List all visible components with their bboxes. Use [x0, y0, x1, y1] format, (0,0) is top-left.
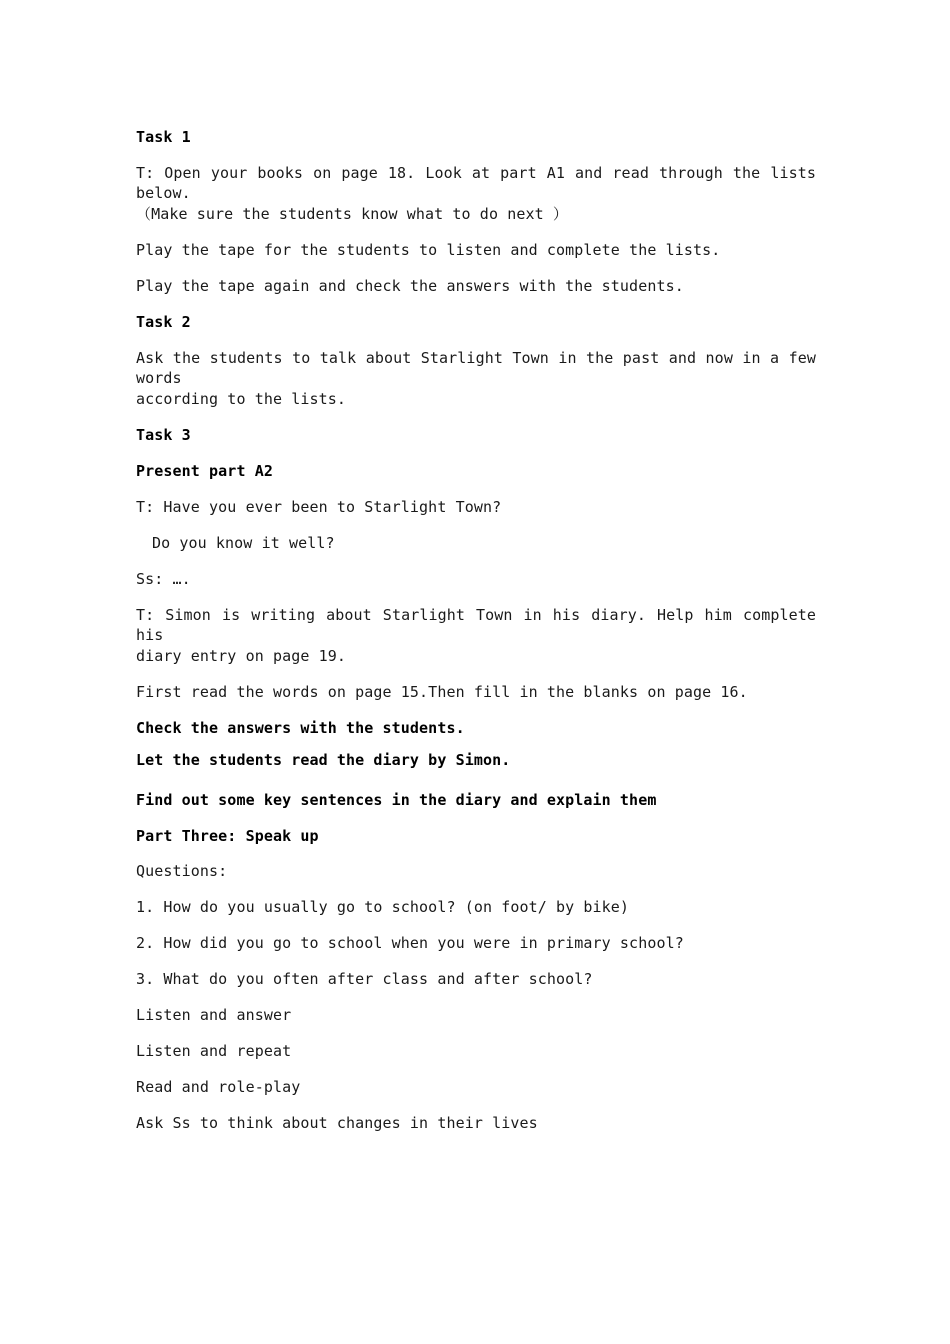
activity-line: Ask Ss to think about changes in their lives — [136, 1114, 538, 1132]
instruction-bold-line: Let the students read the diary by Simon. — [136, 751, 511, 769]
instruction-bold-line: Find out some key sentences in the diary and explain them — [136, 791, 657, 809]
dialogue-line: T: Have you ever been to Starlight Town? — [136, 498, 502, 516]
dialogue-line: Do you know it well? — [152, 534, 335, 552]
question-item: 1. How do you usually go to school? (on foot/ by bike) — [136, 898, 630, 916]
heading-task-3: Task 3 — [136, 426, 191, 444]
activity-line: Listen and answer — [136, 1006, 292, 1024]
instruction-line: Play the tape for the students to listen and complete the lists. — [136, 241, 721, 259]
instruction-line: T: Open your books on page 18. Look at part A1 and read through the lists below. — [136, 164, 816, 202]
heading-task-1: Task 1 — [136, 128, 191, 146]
instruction-note: （Make sure the students know what to do next ） — [136, 205, 568, 223]
question-item: 2. How did you go to school when you were in primary school? — [136, 934, 684, 952]
instruction-line: according to the lists. — [136, 390, 347, 408]
activity-line: Read and role-play — [136, 1078, 301, 1096]
dialogue-line: diary entry on page 19. — [136, 647, 347, 665]
activity-line: Listen and repeat — [136, 1042, 292, 1060]
instruction-line: First read the words on page 15.Then fill in the blanks on page 16. — [136, 683, 748, 701]
instruction-line: Ask the students to talk about Starlight Town in the past and now in a few words — [136, 349, 816, 387]
instruction-line: Play the tape again and check the answers with the students. — [136, 277, 684, 295]
instruction-bold-line: Check the answers with the students. — [136, 719, 465, 737]
dialogue-line: T: Simon is writing about Starlight Town in his diary. Help him complete his — [136, 606, 816, 644]
heading-task-2: Task 2 — [136, 313, 191, 331]
dialogue-line: Ss: …. — [136, 570, 191, 588]
subheading-present-part: Present part A2 — [136, 462, 273, 480]
heading-part-three: Part Three: Speak up — [136, 827, 319, 845]
question-item: 3. What do you often after class and after school? — [136, 970, 593, 988]
questions-label: Questions: — [136, 862, 228, 880]
